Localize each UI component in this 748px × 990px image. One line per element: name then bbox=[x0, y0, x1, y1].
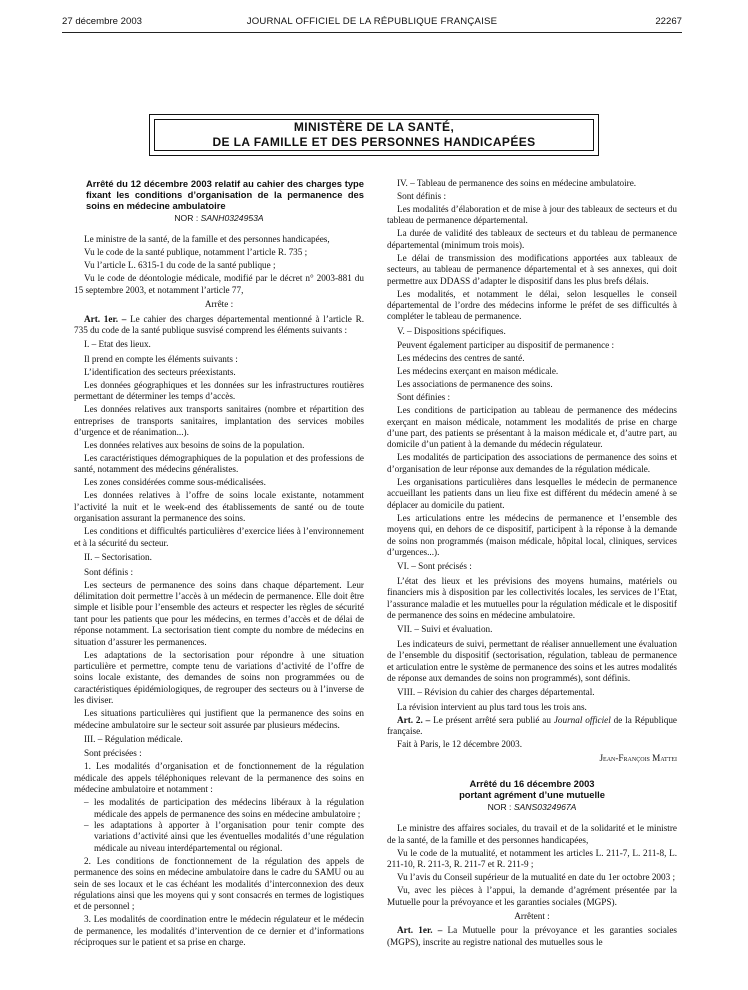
paragraph: Le délai de transmission des modifications apportées aux tableaux de secteurs, au tableau de permanence départemental et à ses annexes, qui doit permettre aux DDASS d’adapter le dispositif dans les plus brefs délais. bbox=[387, 252, 677, 286]
paragraph: L’état des lieux et les prévisions des moyens humains, matériels ou financiers mis à disposition par les collectivités locales, les services de l’Etat, l’assurance maladie et les mutuelles pour la régulation médicale et le dispositif de permanence des soins en médecine ambulatoire. bbox=[387, 575, 677, 620]
nor-label: NOR : bbox=[174, 213, 199, 223]
header-date: 27 décembre 2003 bbox=[62, 16, 143, 27]
article-2 bbox=[387, 715, 677, 738]
paragraph: Les données relatives aux transports sanitaires (nombre et répartition des entreprises de transports sanitaires, implantation des services mobiles d’urgence et de réanimation...). bbox=[74, 404, 364, 438]
article-1-label: Art. 1er. – bbox=[84, 313, 127, 324]
paragraph: Vu le code de la mutualité, et notamment les articles L. 211-7, L. 211-8, L. 211-10, R. 211-3, R. 211-7 et R. 211-9 ; bbox=[387, 847, 677, 870]
paragraph: Les zones considérées comme sous-médicalisées. bbox=[84, 477, 266, 488]
paragraph: Vu le code de la santé publique, notamment l’article R. 735 ; bbox=[84, 247, 308, 258]
nor-label: NOR : bbox=[487, 802, 512, 812]
page-header bbox=[62, 16, 682, 32]
paragraph: L’identification des secteurs préexistants. bbox=[84, 366, 236, 377]
header-journal-title: JOURNAL OFFICIEL DE LA RÉPUBLIQUE FRANÇAISE bbox=[246, 16, 498, 27]
paragraph: Vu, avec les pièces à l’appui, la demande d’agrément présentée par la Mutuelle pour la prévoyance et les garanties sociales (MGPS). bbox=[387, 885, 677, 907]
paragraph: Les adaptations de la sectorisation pour répondre à une situation particulière et permettre, compte tenu de variations d’activité de l’offre de soins locale existante, des demandes de soins non programmées ou de caractéristiques épidémiologiques, de regrouper des secteurs ou à l’inverse de les diviser. bbox=[74, 649, 364, 706]
paragraph: Vu l’avis du Conseil supérieur de la mutualité en date du 1er octobre 2003 ; bbox=[397, 872, 676, 883]
paragraph: Les modalités d’élaboration et de mise à jour des tableaux de secteurs et du tableau de permanence départemental. bbox=[387, 204, 677, 226]
ministry-line-2: DE LA FAMILLE ET DES PERSONNES HANDICAPÉES bbox=[212, 135, 536, 149]
paragraph: Les organisations particulières dans lesquelles le médecin de permanence accueillant les patients dans un lieu fixe est différent du médecin amené à se déplacer au domicile du patient. bbox=[387, 476, 677, 510]
article-2-text-a: Le présent arrêté sera publié au bbox=[433, 714, 554, 725]
article-1-arrete-2 bbox=[387, 925, 677, 948]
section-heading: VI. – Sont précisés : bbox=[397, 561, 472, 572]
list-item: – les adaptations à apporter à l’organisation pour tenir compte des variations d’activité ainsi que les éventuelles modalités d’une régulation médicale au niveau interdépartemental ou régional. bbox=[94, 820, 364, 854]
section-heading: V. – Dispositions spécifiques. bbox=[397, 325, 506, 336]
arrete-2-title-line-1: Arrêté du 16 décembre 2003 bbox=[469, 778, 595, 789]
dash-list bbox=[74, 797, 364, 854]
paragraph: Les modalités de participation des associations de permanence des soins et d’organisation de leur réponse aux demandes de la régulation médicale. bbox=[387, 452, 677, 474]
nor-reference-2 bbox=[387, 802, 677, 813]
article-2-label: Art. 2. – bbox=[397, 714, 431, 725]
paragraph: Peuvent également participer au dispositif de permanence : bbox=[397, 340, 615, 351]
paragraph: Le ministre de la santé, de la famille et des personnes handicapées, bbox=[84, 234, 330, 245]
paragraph: La révision intervient au plus tard tous les trois ans. bbox=[397, 701, 587, 712]
article-1-text: La Mutuelle pour la prévoyance et les garanties sociales (MGPS), inscrite au registre national des mutuelles sous le bbox=[387, 925, 677, 947]
nor-reference bbox=[74, 213, 364, 224]
section-heading: VIII. – Révision du cahier des charges départemental. bbox=[397, 687, 595, 698]
paragraph: Les données relatives aux besoins de soins de la population. bbox=[84, 440, 305, 451]
section-heading: I. – Etat des lieux. bbox=[84, 339, 151, 350]
arrete-title: Arrêté du 12 décembre 2003 relatif au cahier des charges type fixant les conditions d’organisation de la permanence des soins en médecine ambulatoire bbox=[86, 178, 364, 211]
article-1-label: Art. 1er. – bbox=[397, 925, 443, 936]
paragraph: Les données géographiques et les données sur les infrastructures routières permettant de déterminer les temps d’accès. bbox=[74, 379, 364, 402]
paragraph: Les articulations entre les médecins de permanence et l’ensemble des moyens qui, en dehors de ce dispositif, participent à la réponse à la demande de soins non programmés (maison médicale, hôpital local, cliniques, services d’urgences...). bbox=[387, 512, 677, 557]
article-2-text-c: de la République française. bbox=[387, 714, 677, 737]
done-at: Fait à Paris, le 12 décembre 2003. bbox=[397, 739, 523, 750]
paragraph: Les médecins exerçant en maison médicale. bbox=[397, 366, 559, 377]
paragraph: Les conditions et difficultés particulières d’exercice liées à l’environnement et à la sécurité du secteur. bbox=[74, 526, 364, 548]
paragraph: Les données relatives à l’offre de soins locale existante, notamment l’activité la nuit et le week-end des établissements de santé ou de toute organisation assurant la permanence des soins. bbox=[74, 490, 364, 524]
paragraph: Sont définis : bbox=[397, 191, 447, 201]
paragraph: Vu le code de déontologie médicale, modifié par le décret n° 2003-881 du 15 septembre 2003, et notamment l’article 77, bbox=[74, 273, 364, 295]
section-heading: II. – Sectorisation. bbox=[84, 552, 152, 563]
paragraph: 3. Les modalités de coordination entre le médecin régulateur et le médecin de permanence, les modalités d’intervention de ce dernier et d’informations réciproques sur le patient et sa prise en charge. bbox=[74, 914, 364, 948]
header-page-number: 22267 bbox=[655, 16, 682, 27]
section-heading: VII. – Suivi et évaluation. bbox=[397, 624, 493, 635]
paragraph: 2. Les conditions de fonctionnement de la régulation des appels de permanence des soins en médecine ambulatoire dans le cadre du SAMU ou au sein de ses locaux et le cas échéant les modalités d’interconnexion des deux régulations ainsi que les moyens qui y sont consacrés en termes de logistiques et de personnel ; bbox=[74, 855, 364, 912]
paragraph: Les modalités, et notamment le délai, selon lesquelles le conseil départemental de l’ordre des médecins informe le préfet de ses difficultés à compléter le tableau de permanence. bbox=[387, 288, 677, 322]
ministry-box bbox=[149, 114, 599, 156]
paragraph: La durée de validité des tableaux de secteurs et du tableau de permanence départemental (minimum trois mois). bbox=[387, 228, 677, 250]
paragraph: Les indicateurs de suivi, permettant de réaliser annuellement une évaluation de l’ensemble du dispositif (sectorisation, régulation, tableau de permanence et articulation entre le système de permanence des soins et les autres modalités de réponse aux demandes de soins non programmés), sont définis. bbox=[387, 638, 677, 683]
right-column bbox=[387, 178, 677, 950]
paragraph: Le ministre des affaires sociales, du travail et de la solidarité et le ministre de la santé, de la famille et des personnes handicapées, bbox=[387, 823, 677, 845]
section-heading: IV. – Tableau de permanence des soins en médecine ambulatoire. bbox=[397, 178, 637, 188]
header-rule bbox=[62, 32, 682, 33]
list-item: – les modalités de participation des médecins libéraux à la régulation médicale des appels de permanence des soins en médecine ambulatoire ; bbox=[94, 797, 364, 820]
paragraph: Il prend en compte les éléments suivants : bbox=[84, 353, 238, 364]
paragraph: Les associations de permanence des soins. bbox=[397, 379, 553, 390]
paragraph: Sont définies : bbox=[397, 392, 451, 403]
arrete-keyword: Arrêtent : bbox=[514, 911, 550, 922]
nor-code: SANS0324967A bbox=[513, 802, 577, 812]
paragraph: Les caractéristiques démographiques de la population et des professions de santé, notamment des médecins généralistes. bbox=[74, 453, 364, 475]
arrete-keyword: Arrête : bbox=[204, 299, 234, 310]
paragraph: Les médecins des centres de santé. bbox=[397, 353, 525, 364]
ministry-line-1: MINISTÈRE DE LA SANTÉ, bbox=[293, 120, 455, 134]
paragraph: Sont précisées : bbox=[84, 748, 142, 759]
paragraph: Sont définis : bbox=[84, 566, 134, 577]
arrete-2-title-line-2: portant agrément d’une mutuelle bbox=[459, 789, 605, 800]
article-2-journal: Journal officiel bbox=[553, 714, 611, 725]
article-1-text: Le cahier des charges départemental mentionné à l’article R. 735 du code de la santé publique susvisé comprend les éléments suivants : bbox=[74, 313, 365, 336]
ministry-title bbox=[154, 119, 594, 151]
paragraph: 1. Les modalités d’organisation et de fonctionnement de la régulation médicale des appels téléphoniques relevant de la permanence des soins en médecine ambulatoire et notamment : bbox=[74, 761, 364, 795]
nor-code: SANH0324953A bbox=[200, 213, 264, 223]
left-column bbox=[74, 178, 364, 950]
paragraph: Les secteurs de permanence des soins dans chaque département. Leur délimitation doit permettre l’accès à un médecin de permanence. Elle doit être simple et lisible pour l’ensemble des acteurs et respecter les règles de sécurité tant pour les patients que pour les médecins, en termes d’accès et de délai de réponse notamment. La sectorisation tient compte du nombre de médecins en situation d’assurer les permanences. bbox=[74, 579, 364, 647]
paragraph: Les situations particulières qui justifient que la permanence des soins en médecine ambulatoire sur le secteur soit assurée par plusieurs médecins. bbox=[74, 708, 364, 730]
paragraph: Les conditions de participation au tableau de permanence des médecins exerçant en maison médicale, notamment les modalités de prise en charge d’une part, des patients se présentant à la maison médicale et, d’autre part, au domicile d’un patient à la demande du médecin régulateur. bbox=[387, 405, 677, 450]
signature: Jean-François Mattei bbox=[599, 752, 677, 763]
section-heading: III. – Régulation médicale. bbox=[84, 733, 183, 744]
article-1 bbox=[74, 314, 364, 337]
paragraph: Vu l’article L. 6315-1 du code de la santé publique ; bbox=[84, 260, 276, 271]
